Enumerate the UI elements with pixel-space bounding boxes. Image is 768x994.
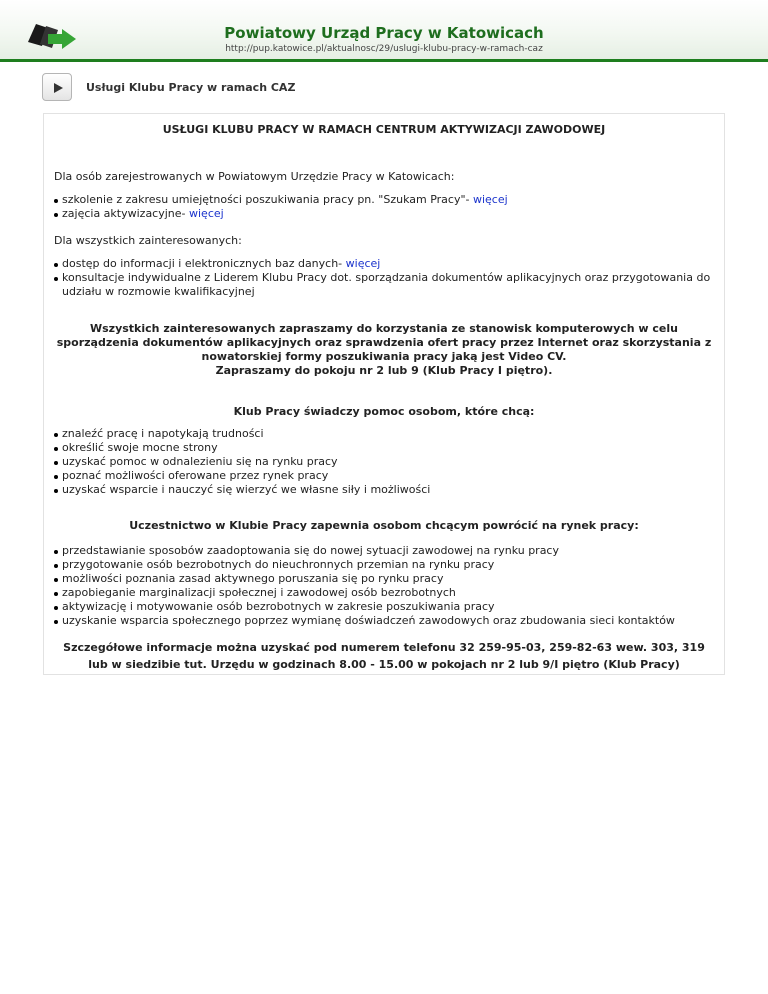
list-item: zajęcia aktywizacyjne- więcej	[54, 207, 714, 221]
invite-room: Zapraszamy do pokoju nr 2 lub 9 (Klub Pracy I piętro).	[215, 364, 553, 377]
list-item: możliwości poznania zasad aktywnego poruszania się po rynku pracy	[54, 572, 714, 586]
list-item: dostęp do informacji i elektronicznych baz danych- więcej	[54, 257, 714, 271]
article-content	[43, 113, 725, 675]
list-item: konsultacje indywidualne z Liderem Klubu Pracy dot. sporządzania dokumentów aplikacyjnych oraz przygotowania do udziału w rozmowie kwalifikacyjnej	[54, 271, 714, 299]
list-item: uzyskać pomoc w odnalezieniu się na rynku pracy	[54, 455, 714, 469]
all-intro: Dla wszystkich zainteresowanych:	[54, 234, 242, 247]
list-item: zapobieganie marginalizacji społecznej i zawodowej osób bezrobotnych	[54, 586, 714, 600]
help-list	[54, 427, 714, 497]
more-link[interactable]: więcej	[345, 257, 381, 270]
list-item: określić swoje mocne strony	[54, 441, 714, 455]
list-item: aktywizację i motywowanie osób bezrobotnych w zakresie poszukiwania pracy	[54, 600, 714, 614]
list-item: poznać możliwości oferowane przez rynek pracy	[54, 469, 714, 483]
list-item: znaleźć pracę i napotykają trudności	[54, 427, 714, 441]
registered-list	[54, 193, 714, 221]
article-title: Usługi Klubu Pracy w ramach CAZ	[86, 81, 296, 94]
list-item: uzyskanie wsparcia społecznego poprzez wymianę doświadczeń zawodowych oraz zbudowania sieci kontaktów	[54, 614, 714, 628]
play-arrow-icon	[43, 74, 73, 102]
details-line-1: Szczegółowe informacje można uzyskać pod numerem telefonu 32 259-95-03, 259-82-63 wew. 303, 319	[63, 641, 705, 654]
list-item: przedstawianie sposobów zaadoptowania się do nowej sytuacji zawodowej na rynku pracy	[54, 544, 714, 558]
site-title: Powiatowy Urząd Pracy w Katowicach	[224, 24, 544, 42]
article-heading: USŁUGI KLUBU PRACY W RAMACH CENTRUM AKTYWIZACJI ZAWODOWEJ	[162, 123, 606, 136]
more-link[interactable]: więcej	[472, 193, 508, 206]
list-item: szkolenie z zakresu umiejętności poszukiwania pracy pn. "Szukam Pracy"- więcej	[54, 193, 714, 207]
more-link[interactable]: więcej	[189, 207, 224, 220]
details-line-2: lub w siedzibie tut. Urzędu w godzinach 8.00 - 15.00 w pokojach nr 2 lub 9/I piętro (Klub Pracy)	[88, 658, 680, 671]
participation-heading: Uczestnictwo w Klubie Pracy zapewnia osobom chcącym powrócić na rynek pracy:	[129, 519, 639, 532]
site-header	[0, 0, 768, 62]
help-heading: Klub Pracy świadczy pomoc osobom, które chcą:	[233, 405, 535, 418]
all-list	[54, 257, 714, 299]
list-item: przygotowanie osób bezrobotnych do nieuchronnych przemian na rynku pracy	[54, 558, 714, 572]
invite-text: Wszystkich zainteresowanych zapraszamy do korzystania ze stanowisk komputerowych w celu sporządzenia dokumentów aplikacyjnych oraz sprawdzenia ofert pracy przez Internet oraz skorzystania z nowatorskiej formy poszukiwania pracy jaką jest Video CV.	[56, 322, 712, 363]
registered-intro: Dla osób zarejestrowanych w Powiatowym Urzędzie Pracy w Katowicach:	[54, 170, 455, 183]
participation-list	[54, 544, 714, 628]
list-item: uzyskać wsparcie i nauczyć się wierzyć we własne siły i możliwości	[54, 483, 714, 497]
page-url: http://pup.katowice.pl/aktualnosc/29/uslugi-klubu-pracy-w-ramach-caz	[225, 44, 543, 54]
article-arrow-button[interactable]	[42, 73, 72, 101]
